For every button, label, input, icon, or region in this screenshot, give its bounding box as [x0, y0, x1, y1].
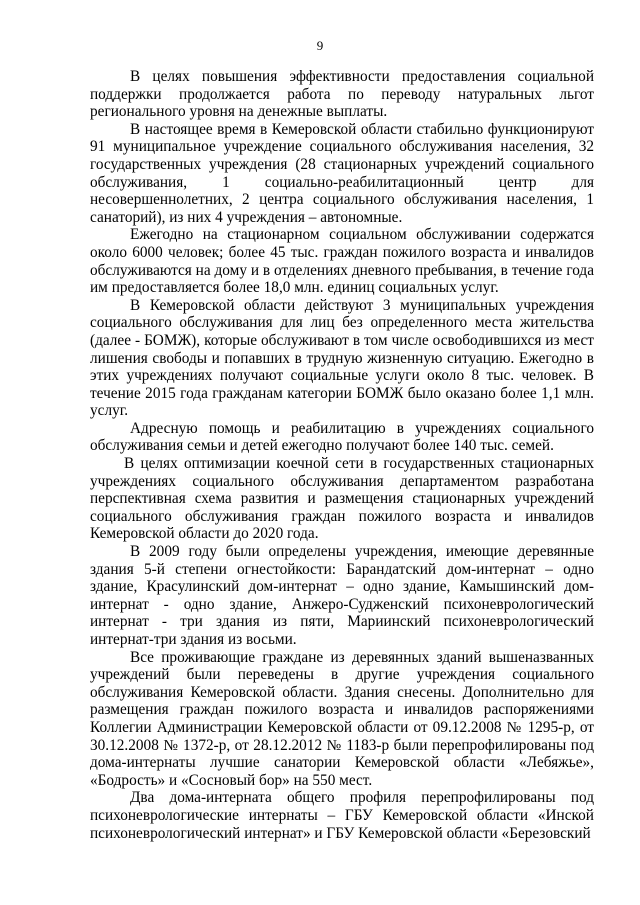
paragraph: В целях оптимизации коечной сети в государственных стационарных учреждениях социального обслуживания департаментом разработана перспективная схема развития и размещения стационарных учреждений социального обслуживания граждан пожилого возраста и инвалидов Кемеровской области до 2020 года. [90, 455, 594, 543]
document-body [90, 68, 594, 842]
paragraph: Ежегодно на стационарном социальном обслуживании содержатся около 6000 человек; более 45 тыс. граждан пожилого возраста и инвалидов обслуживаются на дому и в отделениях дневного пребывания, в течение года им предоставляется более 18,0 млн. единиц социальных услуг. [90, 226, 594, 297]
paragraph: В Кемеровской области действуют 3 муниципальных учреждения социального обслуживания для лиц без определенного места жительства (далее - БОМЖ), которые обслуживают в том числе освободившихся из мест лишения свободы и попавших в трудную жизненную ситуацию. Ежегодно в этих учреждениях получают социальные услуги около 8 тыс. человек. В течение 2015 года гражданам категории БОМЖ было оказано более 1,1 млн. услуг. [90, 296, 594, 420]
paragraph: Два дома-интерната общего профиля перепрофилированы под психоневрологические интернаты – ГБУ Кемеровской области «Инской психоневрологический интернат» и ГБУ Кемеровской области «Березовский [90, 789, 594, 842]
paragraph: В настоящее время в Кемеровской области стабильно функционируют 91 муниципальное учреждение социального обслуживания населения, 32 государственных учреждения (28 стационарных учреждений социального обслуживания, 1 социально-реабилитационный центр для несовершеннолетних, 2 центра социального обслуживания населения, 1 санаторий), из них 4 учреждения – автономные. [90, 120, 594, 226]
paragraph: В целях повышения эффективности предоставления социальной поддержки продолжается работа по переводу натуральных льгот регионального уровня на денежные выплаты. [90, 68, 594, 121]
paragraph: Все проживающие граждане из деревянных зданий вышеназванных учреждений были переведены в другие учреждения социального обслуживания Кемеровской области. Здания снесены. Дополнительно для размещения граждан пожилого возраста и инвалидов распоряжениями Коллегии Администрации Кемеровской области от 09.12.2008 № 1295-р, от 30.12.2008 № 1372-р, от 28.12.2012 № 1183-р были перепрофилированы под дома-интернаты лучшие санатории Кемеровской области «Лебяжье», «Бодрость» и «Сосновый бор» на 550 мест. [90, 648, 594, 789]
paragraph: В 2009 году были определены учреждения, имеющие деревянные здания 5-й степени огнестойкости: Барандатский дом-интернат – одно здание, Красулинский дом-интернат – одно здание, Камышинский дом-интернат - одно здание, Анжеро-Судженский психоневрологический интернат - три здания из пяти, Мариинский психоневрологический интернат-три здания из восьми. [90, 543, 594, 648]
page-number: 9 [316, 38, 324, 53]
paragraph: Адресную помощь и реабилитацию в учреждениях социального обслуживания семьи и детей ежегодно получают более 140 тыс. семей. [90, 419, 594, 455]
